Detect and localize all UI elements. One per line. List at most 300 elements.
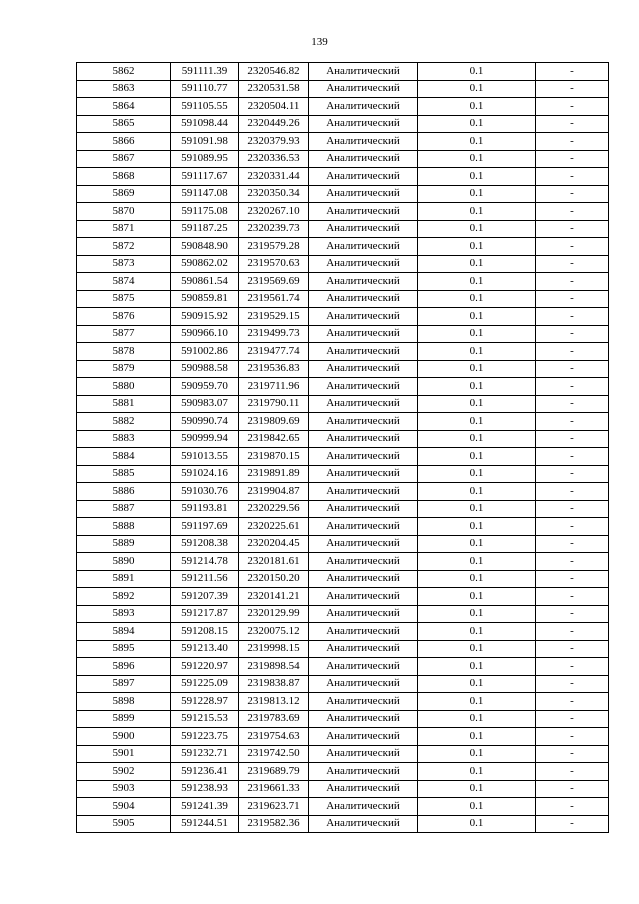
x-coordinate-cell: 591208.38 [171, 535, 239, 553]
table-row [77, 448, 609, 466]
method-cell: Аналитический [309, 273, 418, 291]
note-cell: - [536, 63, 609, 81]
method-cell: Аналитический [309, 798, 418, 816]
note-cell: - [536, 115, 609, 133]
method-cell: Аналитический [309, 98, 418, 116]
y-coordinate-cell: 2320336.53 [239, 150, 309, 168]
x-coordinate-cell: 590990.74 [171, 413, 239, 431]
accuracy-cell: 0.1 [418, 483, 536, 501]
y-coordinate-cell: 2320504.11 [239, 98, 309, 116]
method-cell: Аналитический [309, 693, 418, 711]
point-number-cell: 5896 [77, 658, 171, 676]
point-number-cell: 5890 [77, 553, 171, 571]
point-number-cell: 5886 [77, 483, 171, 501]
point-number-cell: 5899 [77, 710, 171, 728]
method-cell: Аналитический [309, 255, 418, 273]
table-row [77, 63, 609, 81]
table-row [77, 658, 609, 676]
x-coordinate-cell: 591089.95 [171, 150, 239, 168]
y-coordinate-cell: 2319529.15 [239, 308, 309, 326]
method-cell: Аналитический [309, 378, 418, 396]
table-row [77, 465, 609, 483]
note-cell: - [536, 745, 609, 763]
table-row [77, 98, 609, 116]
y-coordinate-cell: 2319711.96 [239, 378, 309, 396]
accuracy-cell: 0.1 [418, 448, 536, 466]
y-coordinate-cell: 2319870.15 [239, 448, 309, 466]
y-coordinate-cell: 2320331.44 [239, 168, 309, 186]
accuracy-cell: 0.1 [418, 80, 536, 98]
method-cell: Аналитический [309, 553, 418, 571]
table-row [77, 623, 609, 641]
method-cell: Аналитический [309, 290, 418, 308]
note-cell: - [536, 360, 609, 378]
accuracy-cell: 0.1 [418, 465, 536, 483]
accuracy-cell: 0.1 [418, 623, 536, 641]
point-number-cell: 5877 [77, 325, 171, 343]
note-cell: - [536, 203, 609, 221]
method-cell: Аналитический [309, 605, 418, 623]
note-cell: - [536, 780, 609, 798]
method-cell: Аналитический [309, 658, 418, 676]
note-cell: - [536, 430, 609, 448]
y-coordinate-cell: 2319813.12 [239, 693, 309, 711]
x-coordinate-cell: 591236.41 [171, 763, 239, 781]
note-cell: - [536, 728, 609, 746]
y-coordinate-cell: 2319898.54 [239, 658, 309, 676]
table-row [77, 553, 609, 571]
accuracy-cell: 0.1 [418, 63, 536, 81]
point-number-cell: 5882 [77, 413, 171, 431]
y-coordinate-cell: 2319661.33 [239, 780, 309, 798]
y-coordinate-cell: 2319477.74 [239, 343, 309, 361]
point-number-cell: 5885 [77, 465, 171, 483]
y-coordinate-cell: 2320150.20 [239, 570, 309, 588]
point-number-cell: 5905 [77, 815, 171, 833]
point-number-cell: 5883 [77, 430, 171, 448]
accuracy-cell: 0.1 [418, 693, 536, 711]
x-coordinate-cell: 591220.97 [171, 658, 239, 676]
accuracy-cell: 0.1 [418, 273, 536, 291]
method-cell: Аналитический [309, 588, 418, 606]
table-row [77, 203, 609, 221]
accuracy-cell: 0.1 [418, 605, 536, 623]
method-cell: Аналитический [309, 220, 418, 238]
method-cell: Аналитический [309, 360, 418, 378]
method-cell: Аналитический [309, 343, 418, 361]
note-cell: - [536, 150, 609, 168]
point-number-cell: 5869 [77, 185, 171, 203]
y-coordinate-cell: 2319783.69 [239, 710, 309, 728]
y-coordinate-cell: 2320229.56 [239, 500, 309, 518]
note-cell: - [536, 570, 609, 588]
accuracy-cell: 0.1 [418, 255, 536, 273]
method-cell: Аналитический [309, 150, 418, 168]
table-row [77, 570, 609, 588]
accuracy-cell: 0.1 [418, 343, 536, 361]
x-coordinate-cell: 591197.69 [171, 518, 239, 536]
table-row [77, 308, 609, 326]
x-coordinate-cell: 590862.02 [171, 255, 239, 273]
point-number-cell: 5875 [77, 290, 171, 308]
method-cell: Аналитический [309, 115, 418, 133]
y-coordinate-cell: 2319790.11 [239, 395, 309, 413]
method-cell: Аналитический [309, 168, 418, 186]
x-coordinate-cell: 590859.81 [171, 290, 239, 308]
accuracy-cell: 0.1 [418, 535, 536, 553]
table-row [77, 588, 609, 606]
x-coordinate-cell: 591208.15 [171, 623, 239, 641]
accuracy-cell: 0.1 [418, 238, 536, 256]
note-cell: - [536, 605, 609, 623]
x-coordinate-cell: 591175.08 [171, 203, 239, 221]
y-coordinate-cell: 2319891.89 [239, 465, 309, 483]
accuracy-cell: 0.1 [418, 763, 536, 781]
table-row [77, 220, 609, 238]
method-cell: Аналитический [309, 780, 418, 798]
y-coordinate-cell: 2319689.79 [239, 763, 309, 781]
table-row [77, 168, 609, 186]
accuracy-cell: 0.1 [418, 115, 536, 133]
note-cell: - [536, 290, 609, 308]
table-row [77, 605, 609, 623]
point-number-cell: 5902 [77, 763, 171, 781]
accuracy-cell: 0.1 [418, 570, 536, 588]
note-cell: - [536, 308, 609, 326]
method-cell: Аналитический [309, 238, 418, 256]
method-cell: Аналитический [309, 465, 418, 483]
method-cell: Аналитический [309, 640, 418, 658]
y-coordinate-cell: 2320379.93 [239, 133, 309, 151]
table-body [77, 63, 609, 833]
note-cell: - [536, 80, 609, 98]
point-number-cell: 5874 [77, 273, 171, 291]
table-row [77, 535, 609, 553]
note-cell: - [536, 763, 609, 781]
point-number-cell: 5894 [77, 623, 171, 641]
x-coordinate-cell: 591223.75 [171, 728, 239, 746]
x-coordinate-cell: 591030.76 [171, 483, 239, 501]
method-cell: Аналитический [309, 745, 418, 763]
table-row [77, 150, 609, 168]
point-number-cell: 5891 [77, 570, 171, 588]
table-row [77, 378, 609, 396]
table-row [77, 273, 609, 291]
method-cell: Аналитический [309, 570, 418, 588]
accuracy-cell: 0.1 [418, 500, 536, 518]
table-row [77, 815, 609, 833]
x-coordinate-cell: 591241.39 [171, 798, 239, 816]
point-number-cell: 5880 [77, 378, 171, 396]
point-number-cell: 5887 [77, 500, 171, 518]
accuracy-cell: 0.1 [418, 675, 536, 693]
y-coordinate-cell: 2319536.83 [239, 360, 309, 378]
table-row [77, 693, 609, 711]
accuracy-cell: 0.1 [418, 220, 536, 238]
accuracy-cell: 0.1 [418, 658, 536, 676]
y-coordinate-cell: 2320449.26 [239, 115, 309, 133]
x-coordinate-cell: 591211.56 [171, 570, 239, 588]
x-coordinate-cell: 591217.87 [171, 605, 239, 623]
note-cell: - [536, 815, 609, 833]
method-cell: Аналитический [309, 395, 418, 413]
note-cell: - [536, 168, 609, 186]
x-coordinate-cell: 591238.93 [171, 780, 239, 798]
note-cell: - [536, 395, 609, 413]
note-cell: - [536, 693, 609, 711]
table-row [77, 798, 609, 816]
accuracy-cell: 0.1 [418, 745, 536, 763]
table-row [77, 238, 609, 256]
accuracy-cell: 0.1 [418, 518, 536, 536]
accuracy-cell: 0.1 [418, 728, 536, 746]
point-number-cell: 5901 [77, 745, 171, 763]
note-cell: - [536, 378, 609, 396]
y-coordinate-cell: 2320546.82 [239, 63, 309, 81]
x-coordinate-cell: 591091.98 [171, 133, 239, 151]
x-coordinate-cell: 590966.10 [171, 325, 239, 343]
point-number-cell: 5878 [77, 343, 171, 361]
y-coordinate-cell: 2319570.63 [239, 255, 309, 273]
x-coordinate-cell: 591111.39 [171, 63, 239, 81]
method-cell: Аналитический [309, 518, 418, 536]
y-coordinate-cell: 2319838.87 [239, 675, 309, 693]
note-cell: - [536, 133, 609, 151]
point-number-cell: 5881 [77, 395, 171, 413]
x-coordinate-cell: 591215.53 [171, 710, 239, 728]
note-cell: - [536, 255, 609, 273]
x-coordinate-cell: 591187.25 [171, 220, 239, 238]
note-cell: - [536, 553, 609, 571]
table-row [77, 780, 609, 798]
point-number-cell: 5888 [77, 518, 171, 536]
table-row [77, 343, 609, 361]
y-coordinate-cell: 2319582.36 [239, 815, 309, 833]
x-coordinate-cell: 591228.97 [171, 693, 239, 711]
y-coordinate-cell: 2319998.15 [239, 640, 309, 658]
y-coordinate-cell: 2320239.73 [239, 220, 309, 238]
method-cell: Аналитический [309, 325, 418, 343]
method-cell: Аналитический [309, 815, 418, 833]
point-number-cell: 5884 [77, 448, 171, 466]
x-coordinate-cell: 591232.71 [171, 745, 239, 763]
table-row [77, 395, 609, 413]
point-number-cell: 5889 [77, 535, 171, 553]
note-cell: - [536, 413, 609, 431]
y-coordinate-cell: 2320267.10 [239, 203, 309, 221]
coordinates-table [76, 62, 609, 833]
method-cell: Аналитический [309, 63, 418, 81]
x-coordinate-cell: 591117.67 [171, 168, 239, 186]
x-coordinate-cell: 591214.78 [171, 553, 239, 571]
accuracy-cell: 0.1 [418, 360, 536, 378]
accuracy-cell: 0.1 [418, 815, 536, 833]
method-cell: Аналитический [309, 185, 418, 203]
method-cell: Аналитический [309, 308, 418, 326]
table-row [77, 290, 609, 308]
table-row [77, 500, 609, 518]
x-coordinate-cell: 591147.08 [171, 185, 239, 203]
y-coordinate-cell: 2319569.69 [239, 273, 309, 291]
note-cell: - [536, 588, 609, 606]
y-coordinate-cell: 2319904.87 [239, 483, 309, 501]
y-coordinate-cell: 2319742.50 [239, 745, 309, 763]
accuracy-cell: 0.1 [418, 203, 536, 221]
note-cell: - [536, 98, 609, 116]
accuracy-cell: 0.1 [418, 308, 536, 326]
x-coordinate-cell: 590861.54 [171, 273, 239, 291]
note-cell: - [536, 710, 609, 728]
note-cell: - [536, 500, 609, 518]
point-number-cell: 5904 [77, 798, 171, 816]
point-number-cell: 5893 [77, 605, 171, 623]
accuracy-cell: 0.1 [418, 430, 536, 448]
x-coordinate-cell: 590915.92 [171, 308, 239, 326]
point-number-cell: 5862 [77, 63, 171, 81]
accuracy-cell: 0.1 [418, 640, 536, 658]
accuracy-cell: 0.1 [418, 798, 536, 816]
note-cell: - [536, 238, 609, 256]
y-coordinate-cell: 2320075.12 [239, 623, 309, 641]
method-cell: Аналитический [309, 413, 418, 431]
accuracy-cell: 0.1 [418, 290, 536, 308]
note-cell: - [536, 535, 609, 553]
method-cell: Аналитический [309, 483, 418, 501]
method-cell: Аналитический [309, 763, 418, 781]
point-number-cell: 5876 [77, 308, 171, 326]
accuracy-cell: 0.1 [418, 553, 536, 571]
note-cell: - [536, 483, 609, 501]
x-coordinate-cell: 591002.86 [171, 343, 239, 361]
note-cell: - [536, 220, 609, 238]
y-coordinate-cell: 2319499.73 [239, 325, 309, 343]
method-cell: Аналитический [309, 710, 418, 728]
accuracy-cell: 0.1 [418, 413, 536, 431]
accuracy-cell: 0.1 [418, 710, 536, 728]
y-coordinate-cell: 2319754.63 [239, 728, 309, 746]
y-coordinate-cell: 2319809.69 [239, 413, 309, 431]
table-row [77, 518, 609, 536]
accuracy-cell: 0.1 [418, 150, 536, 168]
y-coordinate-cell: 2320531.58 [239, 80, 309, 98]
y-coordinate-cell: 2320129.99 [239, 605, 309, 623]
accuracy-cell: 0.1 [418, 133, 536, 151]
point-number-cell: 5895 [77, 640, 171, 658]
method-cell: Аналитический [309, 728, 418, 746]
method-cell: Аналитический [309, 675, 418, 693]
x-coordinate-cell: 591110.77 [171, 80, 239, 98]
point-number-cell: 5872 [77, 238, 171, 256]
x-coordinate-cell: 590999.94 [171, 430, 239, 448]
table-row [77, 413, 609, 431]
note-cell: - [536, 658, 609, 676]
accuracy-cell: 0.1 [418, 325, 536, 343]
point-number-cell: 5868 [77, 168, 171, 186]
table-row [77, 483, 609, 501]
point-number-cell: 5863 [77, 80, 171, 98]
table-row [77, 745, 609, 763]
point-number-cell: 5879 [77, 360, 171, 378]
table-row [77, 728, 609, 746]
method-cell: Аналитический [309, 430, 418, 448]
table-row [77, 80, 609, 98]
method-cell: Аналитический [309, 448, 418, 466]
x-coordinate-cell: 591225.09 [171, 675, 239, 693]
table-row [77, 763, 609, 781]
accuracy-cell: 0.1 [418, 185, 536, 203]
table-row [77, 255, 609, 273]
point-number-cell: 5867 [77, 150, 171, 168]
method-cell: Аналитический [309, 535, 418, 553]
method-cell: Аналитический [309, 500, 418, 518]
y-coordinate-cell: 2320141.21 [239, 588, 309, 606]
table-row [77, 675, 609, 693]
accuracy-cell: 0.1 [418, 98, 536, 116]
point-number-cell: 5903 [77, 780, 171, 798]
x-coordinate-cell: 591024.16 [171, 465, 239, 483]
note-cell: - [536, 273, 609, 291]
accuracy-cell: 0.1 [418, 168, 536, 186]
x-coordinate-cell: 590848.90 [171, 238, 239, 256]
x-coordinate-cell: 591098.44 [171, 115, 239, 133]
table-row [77, 640, 609, 658]
x-coordinate-cell: 591105.55 [171, 98, 239, 116]
point-number-cell: 5871 [77, 220, 171, 238]
method-cell: Аналитический [309, 203, 418, 221]
x-coordinate-cell: 590959.70 [171, 378, 239, 396]
note-cell: - [536, 343, 609, 361]
note-cell: - [536, 623, 609, 641]
x-coordinate-cell: 591193.81 [171, 500, 239, 518]
note-cell: - [536, 675, 609, 693]
y-coordinate-cell: 2320204.45 [239, 535, 309, 553]
x-coordinate-cell: 591207.39 [171, 588, 239, 606]
y-coordinate-cell: 2320181.61 [239, 553, 309, 571]
point-number-cell: 5898 [77, 693, 171, 711]
y-coordinate-cell: 2319579.28 [239, 238, 309, 256]
point-number-cell: 5897 [77, 675, 171, 693]
note-cell: - [536, 448, 609, 466]
note-cell: - [536, 518, 609, 536]
table-row [77, 115, 609, 133]
point-number-cell: 5864 [77, 98, 171, 116]
method-cell: Аналитический [309, 133, 418, 151]
point-number-cell: 5866 [77, 133, 171, 151]
y-coordinate-cell: 2319561.74 [239, 290, 309, 308]
x-coordinate-cell: 590988.58 [171, 360, 239, 378]
note-cell: - [536, 325, 609, 343]
point-number-cell: 5873 [77, 255, 171, 273]
accuracy-cell: 0.1 [418, 780, 536, 798]
y-coordinate-cell: 2319842.65 [239, 430, 309, 448]
point-number-cell: 5870 [77, 203, 171, 221]
point-number-cell: 5900 [77, 728, 171, 746]
y-coordinate-cell: 2320225.61 [239, 518, 309, 536]
method-cell: Аналитический [309, 623, 418, 641]
y-coordinate-cell: 2319623.71 [239, 798, 309, 816]
x-coordinate-cell: 591244.51 [171, 815, 239, 833]
accuracy-cell: 0.1 [418, 395, 536, 413]
table-row [77, 185, 609, 203]
accuracy-cell: 0.1 [418, 378, 536, 396]
x-coordinate-cell: 591013.55 [171, 448, 239, 466]
table-row [77, 430, 609, 448]
table-row [77, 133, 609, 151]
table-row [77, 360, 609, 378]
table-row [77, 325, 609, 343]
y-coordinate-cell: 2320350.34 [239, 185, 309, 203]
x-coordinate-cell: 590983.07 [171, 395, 239, 413]
